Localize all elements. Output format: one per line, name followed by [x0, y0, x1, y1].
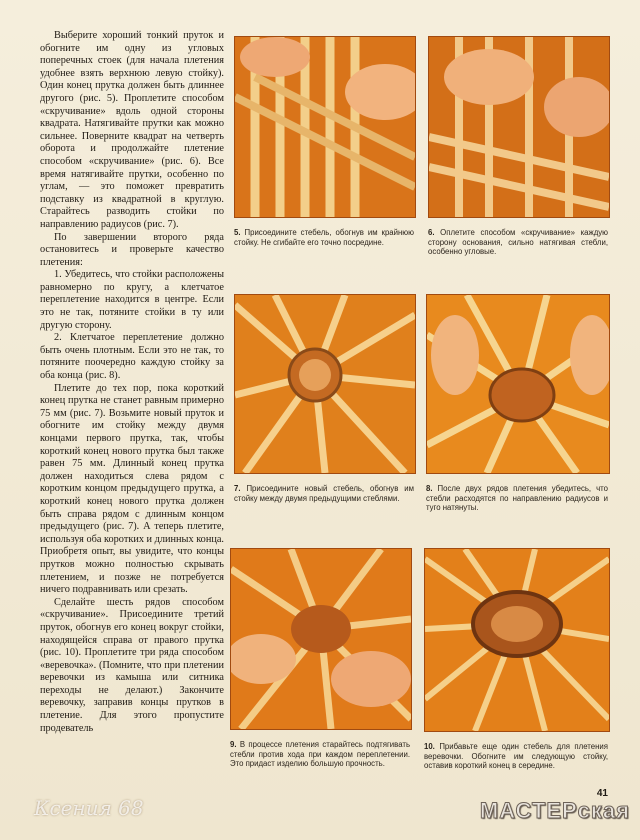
caption-fig-5: [234, 228, 414, 247]
photo-fig-6: [428, 36, 610, 218]
photo-fig-9: [230, 548, 412, 730]
paragraph-1: Выберите хороший тонкий пруток и обогните им одну из угловых поперечных стоек (для начала плетения удобнее взять верхнюю левую стойку). Один конец прутка должен быть длиннее другого (рис. 5). Проплетите способом «скручивание» вдоль одной стороны квадрата. Натягивайте прутки как можно сильнее. Поверните квадрат на четверть оборота и продолжайте плетение способом «скручивание» (рис. 6). Все время натягивайте прутки, особенно по углам, — это поможет превратить подставку из квадратной в круглую. Старайтесь разводить стойки по направлению радиусов (рис. 7).: [40, 30, 224, 230]
fig-8-number: 8.: [426, 484, 433, 493]
photo-fig-5: [234, 36, 416, 218]
paragraph-6: Сделайте шесть рядов способом «скручивание». Присоедините третий пруток, обогнув его конец вокруг стойки, находящейся справа от правого прутка (рис. 10). Проплетите три ряда способом «веревочка». (Помните, что при плетении веревочки из камыша или ситника переходы не делают.) Закончите веревочку, заправив концы прутков в плетение. Для этого пропустите продеватель: [40, 596, 224, 734]
photo-fig-7: [234, 294, 416, 474]
watermark-logo: МАСТЕРская: [479, 798, 630, 823]
fig-10-number: 10.: [424, 742, 435, 751]
fig-5-text: Присоедините стебель, обогнув им крайнюю стойку. Не сгибайте его точно посредине.: [234, 228, 414, 247]
paragraph-5: Плетите до тех пор, пока короткий конец прутка не станет равным примерно 75 мм (рис. 7). Возьмите новый пруток и обогните им стойку между двумя концами первого прутка, так, чтобы короткий конец нового прутка был также равен 75 мм. Длинный конец прутка должен находиться слева рядом с коротким концом предыдущего прутка, а короткий конец нового прутка должен быть справа рядом с длинным концом предыдущего (рис. 7). А теперь плетите, используя оба коротких и длинных конца. Приобретя опыт, вы увидите, что концы прутков можно полностью скрывать плетением, и позже не потребуется ничего подравнивать или срезать.: [40, 382, 224, 596]
caption-fig-9: [230, 740, 410, 769]
fig-8-text: После двух рядов плетения убедитесь, что стебли расходятся по направлению радиусов и туго натянуты.: [426, 484, 609, 513]
paragraph-4: 2. Клетчатое переплетение должно быть очень плотным. Если это не так, то потяните поочередно каждую стойку за оба конца (рис. 8).: [40, 332, 224, 382]
fig-5-number: 5.: [234, 228, 241, 237]
fig-7-number: 7.: [234, 484, 241, 493]
caption-fig-7: [234, 484, 414, 503]
fig-6-number: 6.: [428, 228, 435, 237]
photo-fig-8: [426, 294, 610, 474]
paragraph-3: 1. Убедитесь, что стойки расположены равномерно по кругу, а клетчатое переплетение находится в центре. Если это не так, потяните стойки в ту или другую сторону.: [40, 269, 224, 331]
instruction-text: [40, 30, 224, 735]
fig-9-text: В процессе плетения старайтесь подтягивать стебли против хода при каждом переплетении. Это придаст изделию большую прочность.: [230, 740, 411, 769]
caption-fig-8: [426, 484, 608, 513]
caption-fig-10: [424, 742, 608, 771]
fig-7-text: Присоедините новый стебель, обогнув им стойку между двумя предыдущими стеблями.: [234, 484, 414, 503]
page-number: 41: [596, 788, 608, 799]
watermark-signature: Ксения 68: [34, 796, 144, 820]
fig-10-text: Прибавьте еще один стебель для плетения веревочки. Обогните им следующую стойку, оставив короткий конец в середине.: [424, 742, 608, 771]
paragraph-2: По завершении второго ряда остановитесь и проверьте качество плетения:: [40, 231, 224, 268]
fig-9-number: 9.: [230, 740, 237, 749]
fig-6-text: Оплетите способом «скручивание» каждую сторону основания, сильно натягивая стебли, особенно угловые.: [428, 228, 609, 257]
photo-fig-10: [424, 548, 610, 732]
caption-fig-6: [428, 228, 608, 257]
